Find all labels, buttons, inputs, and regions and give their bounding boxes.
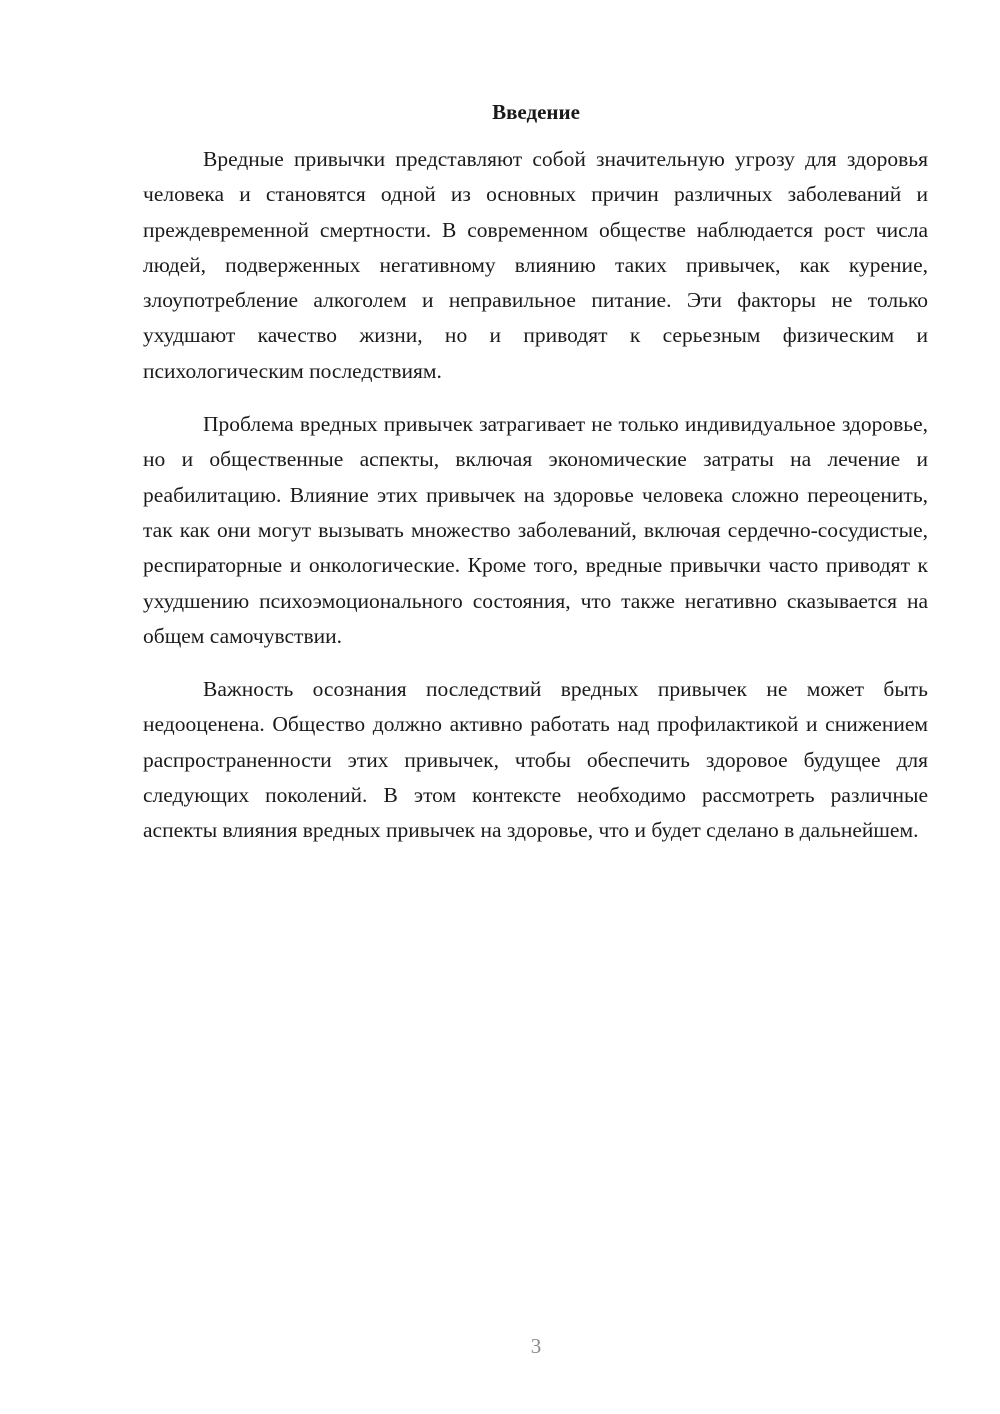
section-title: Введение (492, 100, 580, 124)
paragraph-2: Проблема вредных привычек затрагивает не только индивидуальное здоровье, но и общественные аспекты, включая экономические затраты на лечение и реабилитацию. Влияние этих привычек на здоровье человека сложно переоценить, так как они могут вызывать множество заболеваний, включая сердечно-сосудистые, респираторные и онкологические. Кроме того, вредные привычки часто приводят к ухудшению психоэмоционального состояния, что также негативно сказывается на общем самочувствии. (143, 412, 928, 648)
paragraph-1: Вредные привычки представляют собой значительную угрозу для здоровья человека и становятся одной из основных причин различных заболеваний и преждевременной смертности. В современном обществе наблюдается рост числа людей, подверженных негативному влиянию таких привычек, как курение, злоупотребление алкоголем и неправильное питание. Эти факторы не только ухудшают качество жизни, но и приводят к серьезным физическим и психологическим последствиям. (143, 147, 928, 383)
paragraph-3: Важность осознания последствий вредных привычек не может быть недооценена. Общество должно активно работать над профилактикой и снижением распространенности этих привычек, чтобы обеспечить здоровое будущее для следующих поколений. В этом контексте необходимо рассмотреть различные аспекты влияния вредных привычек на здоровье, что и будет сделано в дальнейшем. (143, 677, 928, 843)
page-number: 3 (530, 1334, 542, 1358)
body-text (143, 142, 928, 867)
